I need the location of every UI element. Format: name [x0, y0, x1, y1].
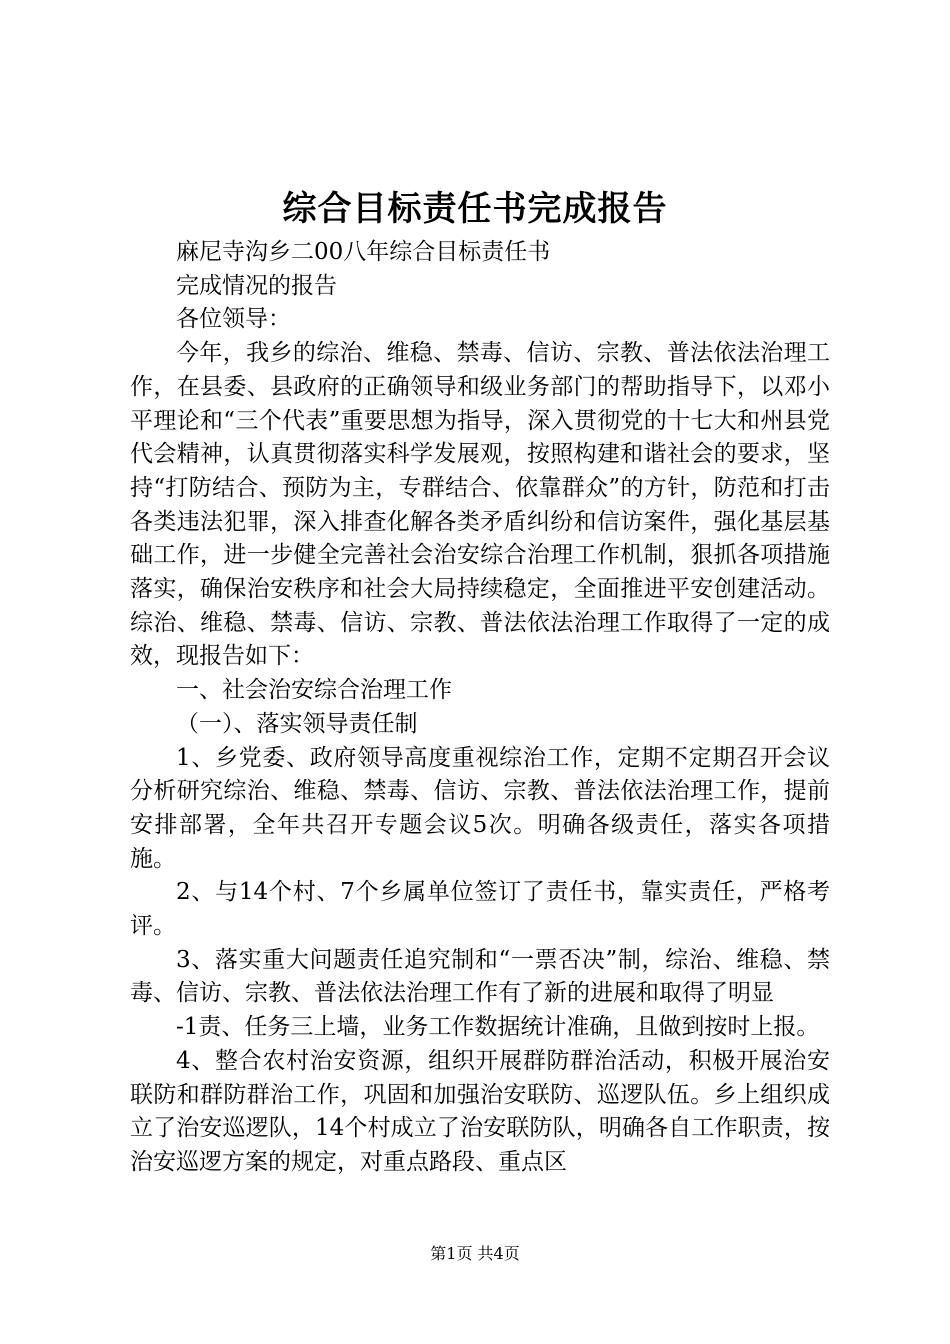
paragraph-item-4: 4、整合农村治安资源，组织开展群防群治活动，积极开展治安联防和群防群治工作，巩固和加强治安联防、巡逻队伍。乡上组织成立了治安巡逻队，14个村成立了治安联防队，明确各自工作职责，按治安巡逻方案的规定，对重点路段、重点区: [130, 1047, 830, 1175]
paragraph-org-line: 麻尼寺沟乡二00八年综合目标责任书: [176, 239, 551, 265]
paragraph-item-2: 2、与14个村、7个乡属单位签订了责任书，靠实责任，严格考评。: [130, 879, 830, 940]
paragraph-salutation: 各位领导：: [176, 306, 291, 333]
subsection-heading: （一）、落实领导责任制: [176, 710, 418, 737]
document-title: 综合目标责任书完成报告: [282, 189, 668, 229]
page-number-footer: 第1页 共4页: [430, 1244, 520, 1263]
paragraph-item-3: 3、落实重大问题责任追究制和“一票否决”制，综治、维稳、禁毒、信访、宗教、普法依法治理工作有了新的进展和取得了明显: [130, 946, 830, 1007]
section-heading: 一、社会治安综合治理工作: [176, 677, 452, 704]
paragraph-report-subtitle: 完成情况的报告: [176, 272, 337, 299]
paragraph-item-1: 1、乡党委、政府领导高度重视综治工作，定期不定期召开会议分析研究综治、维稳、禁毒、信访、宗教、普法依法治理工作，提前安排部署，全年共召开专题会议5次。明确各级责任，落实各项措施。: [130, 744, 830, 872]
paragraph-item-3-continued: -1责、任务三上墙，业务工作数据统计准确，且做到按时上报。: [176, 1014, 820, 1041]
paragraph-intro: 今年，我乡的综治、维稳、禁毒、信访、宗教、普法依法治理工作，在县委、县政府的正确领导和级业务部门的帮助指导下，以邓小平理论和“三个代表”重要思想为指导，深入贯彻党的十七大和州县党代会精神，认真贯彻落实科学发展观，按照构建和谐社会的要求，坚持“打防结合、预防为主，专群结合、依靠群众”的方针，防范和打击各类违法犯罪，深入排查化解各类矛盾纠纷和信访案件，强化基层基础工作，进一步健全完善社会治安综合治理工作机制，狠抓各项措施落实，确保治安秩序和社会大局持续稳定，全面推进平安创建活动。综治、维稳、禁毒、信访、宗教、普法依法治理工作取得了一定的成效，现报告如下：: [130, 340, 830, 670]
document-body: [130, 236, 830, 1180]
